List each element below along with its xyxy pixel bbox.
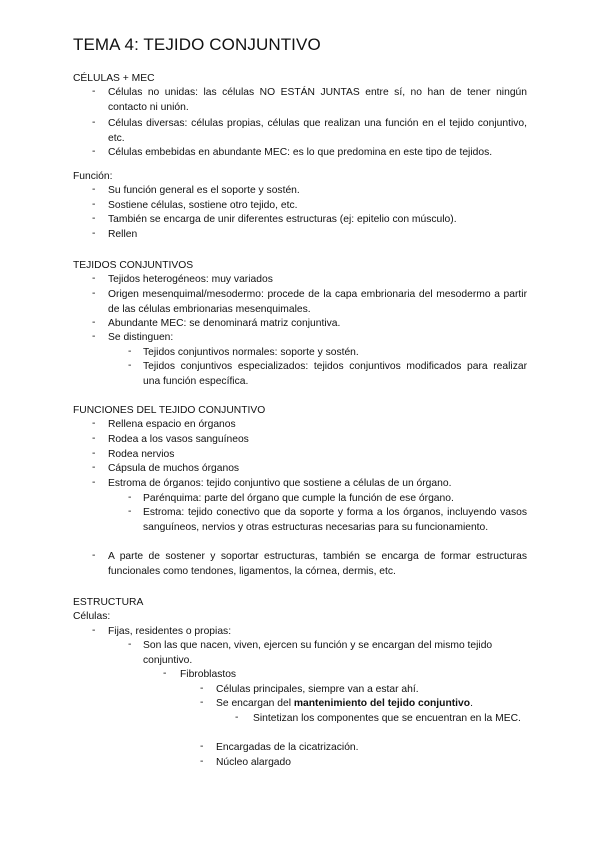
list-item: Tejidos heterogéneos: muy variados [108,274,273,285]
bullet-dash: - [92,273,96,284]
sub-list-item: Sintetizan los componentes que se encuentran en la MEC. [253,713,521,724]
section-heading: CÉLULAS + MEC [73,73,155,84]
bold-emphasis: mantenimiento del tejido conjuntivo [293,698,471,709]
list-item: También se encarga de unir diferentes estructuras (ej: epitelio con músculo). [108,214,457,225]
bullet-dash: - [92,550,96,561]
sub-list-item: Núcleo alargado [216,757,291,768]
sub-bullet-dash: - [200,683,204,694]
bullet-dash: - [92,228,96,239]
list-item: A parte de sostener y soportar estructuras, también se encarga de formar estructuras funcionales como tendones, ligamentos, la córnea, dermis, etc. [108,551,527,577]
sub-list-item: Fibroblastos [180,669,237,680]
bullet-dash: - [92,317,96,328]
bullet-dash: - [92,331,96,342]
page-title: TEMA 4: TEJIDO CONJUNTIVO [73,35,321,54]
list-item: Células diversas: células propias, células que realizan una función en el tejido conjuntivo, etc. [108,118,527,144]
section-subheading: Células: [73,611,111,622]
list-item: Su función general es el soporte y sostén. [108,185,300,196]
bullet-dash: - [92,625,96,636]
sub-bullet-dash: - [128,346,132,357]
list-item: Abundante MEC: se denominará matriz conjuntiva. [108,318,341,329]
bullet-dash: - [92,146,96,157]
sub-bullet-dash: - [128,506,132,517]
sub-list-item [216,697,536,712]
bullet-dash: - [92,433,96,444]
sub-list-item: Células principales, siempre van a estar ahí. [216,684,419,695]
text-suffix: . [470,698,473,709]
bullet-dash: - [92,213,96,224]
sub-list-item: Tejidos conjuntivos normales: soporte y sostén. [143,347,359,358]
bullet-dash: - [92,288,96,299]
list-item: Células embebidas en abundante MEC: es lo que predomina en este tipo de tejidos. [108,147,493,158]
list-item: Cápsula de muchos órganos [108,463,240,474]
list-item: Rellena espacio en órganos [108,419,236,430]
bullet-dash: - [92,86,96,97]
bullet-dash: - [92,462,96,473]
sub-bullet-dash: - [200,741,204,752]
sub-list-item: Tejidos conjuntivos especializados: tejidos conjuntivos modificados para realizar una función específica. [143,361,527,387]
section-heading: ESTRUCTURA [73,597,144,608]
sub-list-item: Encargadas de la cicatrización. [216,742,359,753]
section-heading: Función: [73,171,113,182]
bullet-dash: - [92,448,96,459]
sub-list-item: Son las que nacen, viven, ejercen su función y se encargan del mismo tejido conjuntivo. [143,640,493,666]
list-item: Se distinguen: [108,332,174,343]
section-heading: FUNCIONES DEL TEJIDO CONJUNTIVO [73,405,266,416]
list-item: Fijas, residentes o propias: [108,626,232,637]
section-heading: TEJIDOS CONJUNTIVOS [73,260,194,271]
sub-list-item: Estroma: tejido conectivo que da soporte y forma a los órganos, incluyendo vasos sanguíneos, nervios y otras estructuras necesarias para su funcionamiento. [143,507,527,533]
bullet-dash: - [92,117,96,128]
list-item: Rodea a los vasos sanguíneos [108,434,249,445]
list-item: Rellen [108,229,138,240]
list-item: Estroma de órganos: tejido conjuntivo que sostiene a células de un órgano. [108,478,452,489]
sub-list-item: Parénquima: parte del órgano que cumple la función de ese órgano. [143,493,454,504]
sub-bullet-dash: - [200,756,204,767]
list-item: Origen mesenquimal/mesodermo: procede de la capa embrionaria del mesodermo a partir de las células embrionarias mesenquimales. [108,289,527,315]
bullet-dash: - [92,418,96,429]
list-item: Rodea nervios [108,449,175,460]
text-prefix: Se encargan del [216,698,294,709]
sub-bullet-dash: - [235,712,239,723]
list-item: Células no unidas: las células NO ESTÁN JUNTAS entre sí, no han de tener ningún contacto ni unión. [108,87,527,113]
bullet-dash: - [92,199,96,210]
bullet-dash: - [92,477,96,488]
sub-bullet-dash: - [163,668,167,679]
list-item: Sostiene células, sostiene otro tejido, etc. [108,200,298,211]
sub-bullet-dash: - [200,697,204,708]
sub-bullet-dash: - [128,639,132,650]
sub-bullet-dash: - [128,360,132,371]
sub-bullet-dash: - [128,492,132,503]
bullet-dash: - [92,184,96,195]
